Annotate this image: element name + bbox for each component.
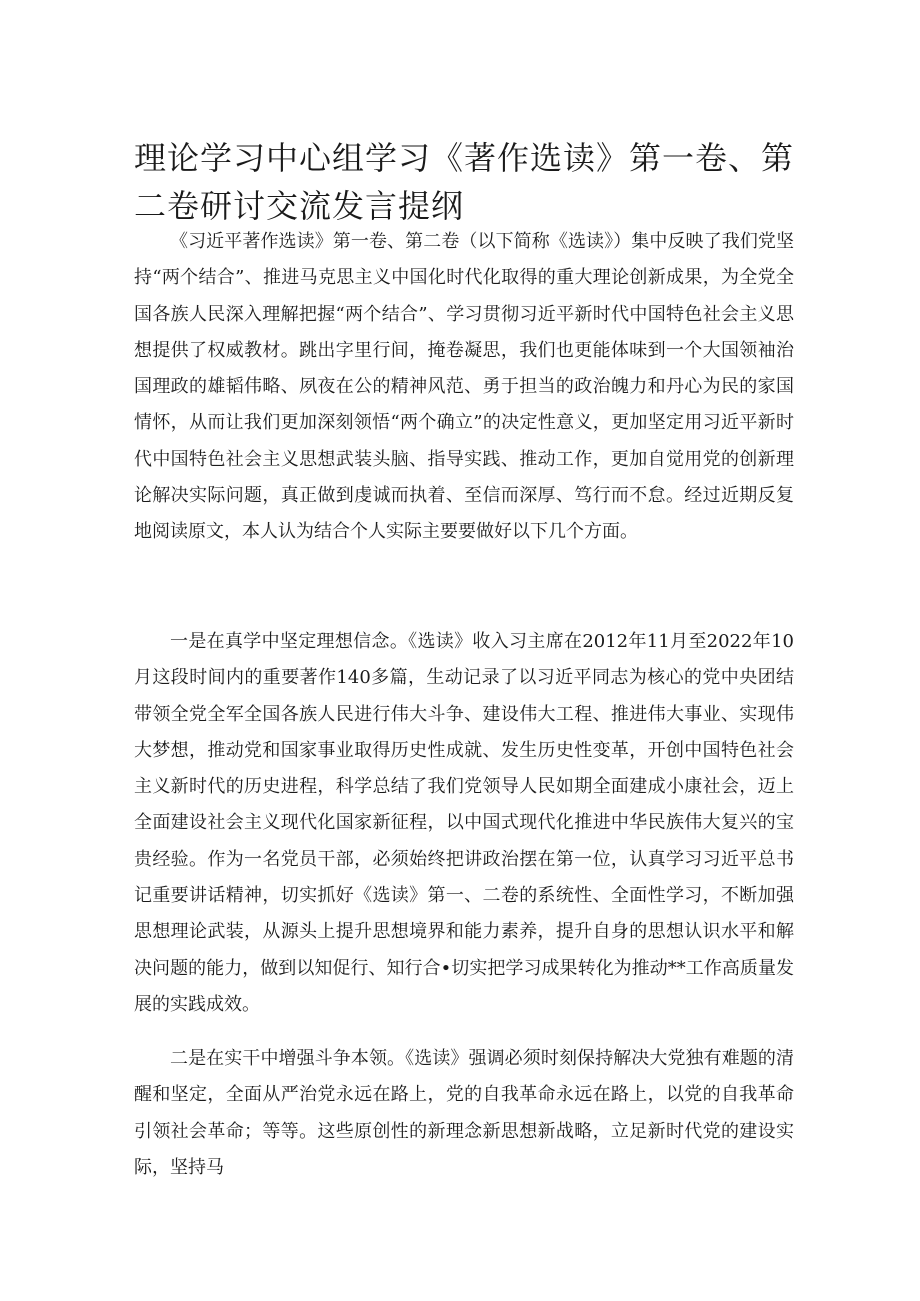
paragraph-intro: 《习近平著作选读》第一卷、第二卷（以下简称《选读》）集中反映了我们党坚持“两个结合”、推进马克思主义中国化时代化取得的重大理论创新成果，为全党全国各族人民深入理解把握“两个结合”、学习贯彻习近平新时代中国特色社会主义思想提供了权威教材。跳出字里行间，掩卷凝思，我们也更能体味到一个大国领袖治国理政的雄韬伟略、夙夜在公的精神风范、勇于担当的政治魄力和丹心为民的家国情怀，从而让我们更加深刻领悟“两个确立”的决定性意义，更加坚定用习近平新时代中国特色社会主义思想武装头脑、指导实践、推动工作，更加自觉用党的创新理论解决实际问题，真正做到虔诚而执着、至信而深厚、笃行而不怠。经过近期反复地阅读原文，本人认为结合个人实际主要要做好以下几个方面。 (134, 231, 794, 543)
paragraph-point-two: 二是在实干中增强斗争本领。《选读》强调必须时刻保持解决大党独有难题的清醒和坚定，全面从严治党永远在路上，党的自我革命永远在路上，以党的自我革命引领社会革命；等等。这些原创性的新理念新思想新战略，立足新时代党的建设实际，坚持马 (134, 1048, 794, 1178)
document-title: 理论学习中心组学习《著作选读》第一卷、第二卷研讨交流发言提纲 (134, 139, 795, 225)
paragraph-point-one: 一是在真学中坚定理想信念。《选读》收入习主席在2012年11月至2022年10月这段时间内的重要著作140多篇，生动记录了以习近平同志为核心的党中央团结带领全党全军全国各族人民进行伟大斗争、建设伟大工程、推进伟大事业、实现伟大梦想，推动党和国家事业取得历史性成就、发生历史性变革，开创中国特色社会主义新时代的历史进程，科学总结了我们党领导人民如期全面建成小康社会，迈上全面建设社会主义现代化国家新征程，以中国式现代化推进中华民族伟大复兴的宝贵经验。作为一名党员干部，必须始终把讲政治摆在第一位，认真学习习近平总书记重要讲话精神，切实抓好《选读》第一、二卷的系统性、全面性学习，不断加强思想理论武装，从源头上提升思想境界和能力素养，提升自身的思想认识水平和解决问题的能力，做到以知促行、知行合•切实把学习成果转化为推动**工作高质量发展的实践成效。 (134, 631, 794, 1015)
